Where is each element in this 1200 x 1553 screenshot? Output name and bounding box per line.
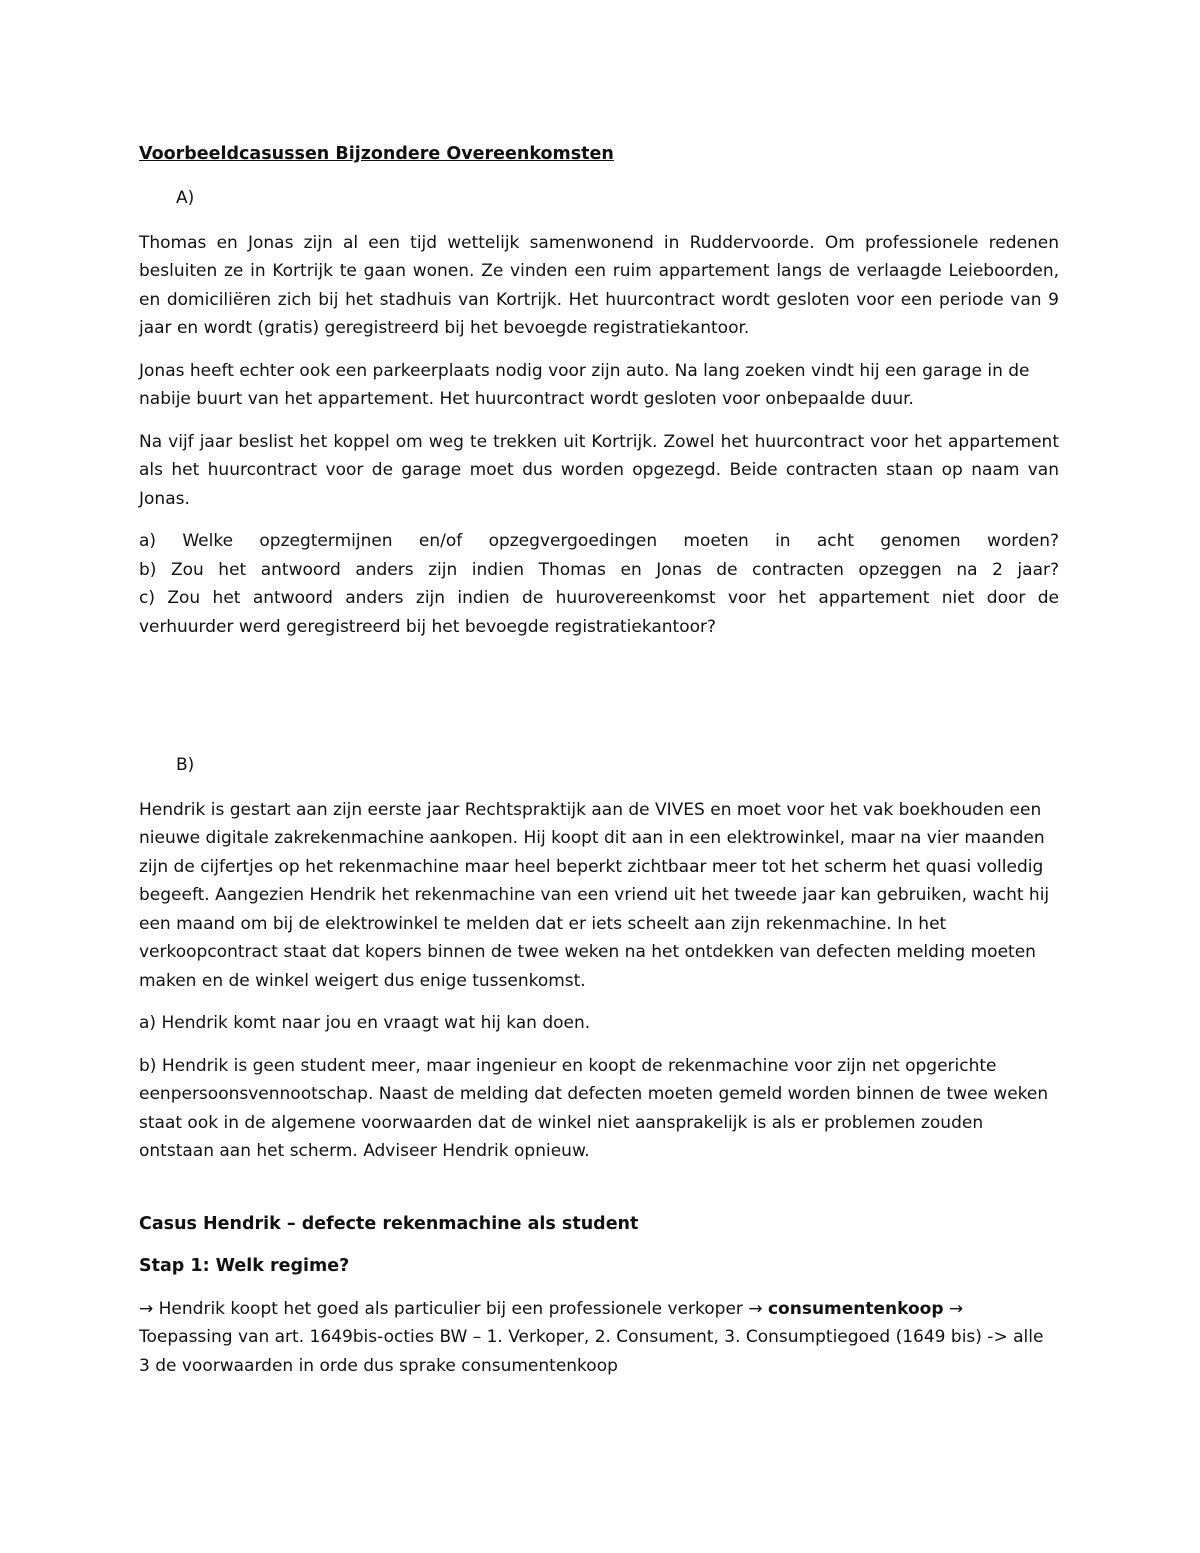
case-b-question-b: b) Hendrik is geen student meer, maar ingenieur en koopt de rekenmachine voor zijn net opgerichte eenpersoonsvennootschap. Naast de melding dat defecten moeten gemeld worden binnen de twee weken staat ook in de algemene voorwaarden dat de winkel niet aansprakelijk is als er problemen zouden ontstaan aan het scherm. Adviseer Hendrik opnieuw. [139,1055,1049,1161]
case-b-paragraph-1: Hendrik is gestart aan zijn eerste jaar Rechtspraktijk aan de VIVES en moet voor het vak boekhouden een nieuwe digitale zakrekenmachine aankopen. Hij koopt dit aan in een elektrowinkel, maar na vier maanden zijn de cijfertjes op het rekenmachine maar heel beperkt zichtbaar meer tot het scherm het quasi volledig begeeft. Aangezien Hendrik het rekenmachine van een vriend uit het tweede jaar kan gebruiken, wacht hij een maand om bij de elektrowinkel te melden dat er iets scheelt aan zijn rekenmachine. In het verkoopcontract staat dat kopers binnen de twee weken na het ontdekken van defecten melding moeten maken en de winkel weigert dus enige tussenkomst. [139,799,1050,991]
case-a-question-b: b) Zou het antwoord anders zijn indien Thomas en Jonas de contracten opzeggen na 2 jaar? [139,559,1059,580]
case-a-question-a: a) Welke opzegtermijnen en/of opzegvergoedingen moeten in acht genomen worden? [139,531,1059,551]
step1-heading: Stap 1: Welk regime? [139,1256,350,1276]
case-a-paragraph-2: Jonas heeft echter ook een parkeerplaats nodig voor zijn auto. Na lang zoeken vindt hij een garage in de nabije buurt van het appartement. Het huurcontract wordt gesloten voor onbepaalde duur. [139,360,1030,409]
case-a-question-c: c) Zou het antwoord anders zijn indien de huurovereenkomst voor het appartement niet door de verhuurder werd geregistreerd bij het bevoegde registratiekantoor? [139,588,1059,637]
document-body [139,140,1059,1394]
step1-prefix: → Hendrik koopt het goed als particulier bij een professionele verkoper → [139,1298,768,1319]
vertical-spacer [139,655,1059,751]
vertical-spacer [139,1180,1059,1210]
case-a-questions [139,527,1059,641]
case-b-label: B) [176,755,195,775]
case-b-question-a: a) Hendrik komt naar jou en vraagt wat hij kan doen. [139,1013,591,1033]
case-a-paragraph-3: Na vijf jaar beslist het koppel om weg te trekken uit Kortrijk. Zowel het huurcontract voor het appartement als het huurcontract voor de garage moet dus worden opgezegd. Beide contracten staan op naam van Jonas. [139,431,1059,509]
step1-paragraph [139,1295,1059,1381]
case-a-label: A) [176,188,195,208]
document-title: Voorbeeldcasussen Bijzondere Overeenkomsten [139,144,614,164]
step1-bold-term: consumentenkoop [767,1298,944,1319]
step1-suffix: → Toepassing van art. 1649bis-octies BW – 1. Verkoper, 2. Consument, 3. Consumptiegoed (1649 bis) -> alle 3 de voorwaarden in orde dus sprake consumentenkoop [139,1298,1044,1376]
case-a-paragraph-1: Thomas en Jonas zijn al een tijd wettelijk samenwonend in Ruddervoorde. Om professionele redenen besluiten ze in Kortrijk te gaan wonen. Ze vinden een ruim appartement langs de verlaagde Leieboorden, en domiciliëren zich bij het stadhuis van Kortrijk. Het huurcontract wordt gesloten voor een periode van 9 jaar en wordt (gratis) geregistreerd bij het bevoegde registratiekantoor. [139,232,1059,338]
answer-heading: Casus Hendrik – defecte rekenmachine als student [139,1213,639,1234]
